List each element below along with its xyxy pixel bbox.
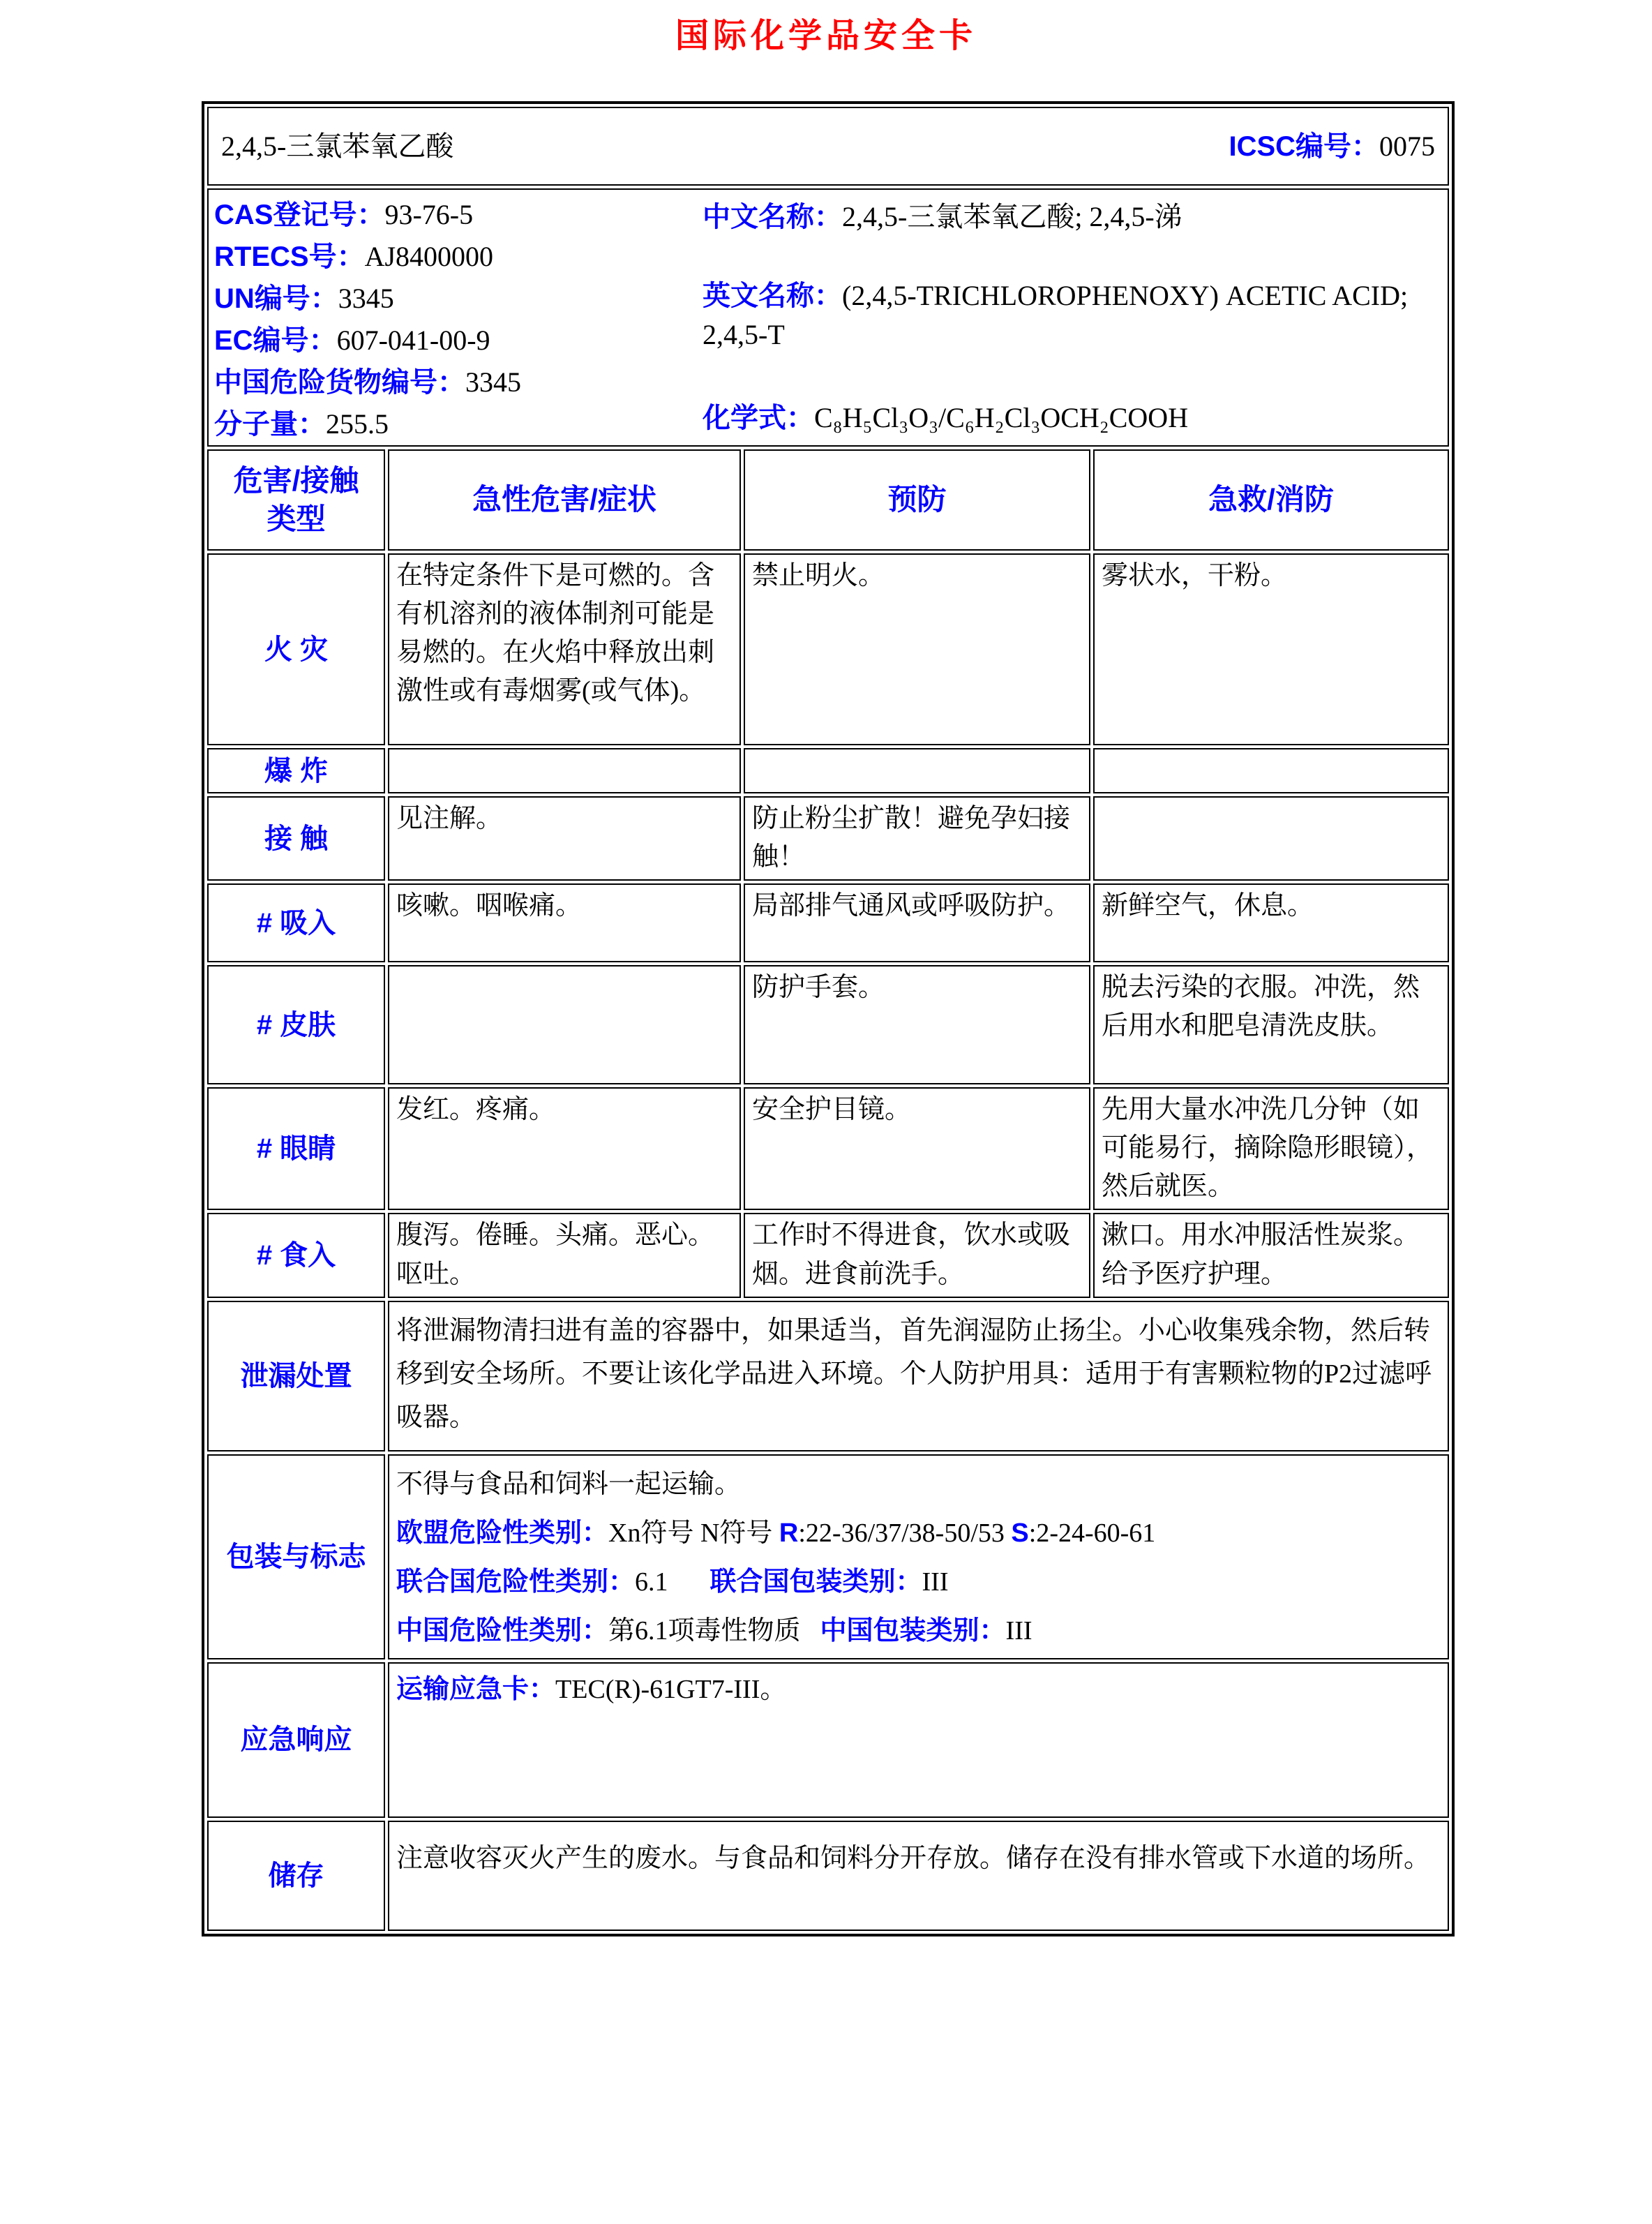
emergency-row bbox=[207, 1662, 1449, 1818]
header-hazard-type: 危害/接触 类型 bbox=[207, 449, 385, 551]
contact-label: 接 触 bbox=[207, 796, 385, 881]
transport-card-label: 运输应急卡： bbox=[396, 1674, 556, 1704]
contact-symptoms: 见注解。 bbox=[388, 796, 741, 881]
icsc-number bbox=[1229, 126, 1435, 167]
card-header-row bbox=[207, 107, 1449, 186]
icsc-number-label: ICSC编号： bbox=[1229, 130, 1380, 162]
transport-card-value: TEC(R)-61GT7-III。 bbox=[555, 1674, 787, 1704]
inhalation-symptoms: 咳嗽。咽喉痛。 bbox=[388, 883, 741, 962]
explosion-row bbox=[207, 748, 1449, 793]
inhalation-prevention: 局部排气通风或呼吸防护。 bbox=[744, 883, 1090, 962]
name-list bbox=[703, 194, 1441, 445]
safety-card-table bbox=[202, 101, 1455, 1936]
spill-row bbox=[207, 1301, 1449, 1451]
cas-number: CAS登记号： 93-76-5 bbox=[214, 199, 474, 230]
inhalation-row bbox=[207, 883, 1449, 962]
inhalation-label: # 吸入 bbox=[207, 883, 385, 962]
fire-row bbox=[207, 553, 1449, 745]
fire-symptoms: 在特定条件下是可燃的。含有机溶剂的液体制剂可能是易燃的。在火焰中释放出刺激性或有毒烟雾(或气体)。 bbox=[388, 553, 741, 745]
packaging-un-class: 联合国危险性类别：6.1 联合国包装类别：III bbox=[396, 1567, 949, 1597]
skin-prevention: 防护手套。 bbox=[744, 965, 1090, 1084]
chemical-name: 2,4,5-三氯苯氧乙酸 bbox=[221, 130, 454, 162]
identifiers-cell bbox=[207, 188, 1449, 447]
skin-label: # 皮肤 bbox=[207, 965, 385, 1084]
chinese-name: 中文名称：2,4,5-三氯苯氧乙酸; 2,4,5-涕 bbox=[703, 201, 1182, 232]
identifiers-row bbox=[207, 188, 1449, 447]
packaging-eu-class: 欧盟危险性类别：Xn符号 N符号 R:22-36/37/38-50/53 S:2-24-60-61 bbox=[396, 1518, 1156, 1548]
fire-firstaid: 雾状水，干粉。 bbox=[1093, 553, 1449, 745]
ec-number: EC编号： 607-041-00-9 bbox=[214, 324, 490, 356]
rtecs-number: RTECS号： AJ8400000 bbox=[214, 241, 494, 272]
storage-text: 注意收容灭火产生的废水。与食品和饲料分开存放。储存在没有排水管或下水道的场所。 bbox=[388, 1821, 1449, 1931]
molecular-weight: 分子量： 255.5 bbox=[214, 408, 389, 440]
packaging-label: 包装与标志 bbox=[207, 1454, 385, 1659]
explosion-symptoms bbox=[388, 748, 741, 793]
explosion-firstaid bbox=[1093, 748, 1449, 793]
eyes-symptoms: 发红。疼痛。 bbox=[388, 1087, 741, 1210]
chemical-formula: 化学式：C₈H₅Cl₃O₃/C₆H₂Cl₃OCH₂COOH bbox=[703, 402, 1189, 433]
fire-label: 火 灾 bbox=[207, 553, 385, 745]
packaging-text bbox=[388, 1454, 1449, 1659]
spill-label: 泄漏处置 bbox=[207, 1301, 385, 1451]
china-dg-number: 中国危险货物编号： 3345 bbox=[214, 366, 521, 398]
ingestion-prevention: 工作时不得进食，饮水或吸烟。进食前洗手。 bbox=[744, 1213, 1090, 1297]
un-number: UN编号： 3345 bbox=[214, 283, 394, 314]
skin-row bbox=[207, 965, 1449, 1084]
header-acute-hazards: 急性危害/症状 bbox=[388, 449, 741, 551]
explosion-label: 爆 炸 bbox=[207, 748, 385, 793]
ingestion-firstaid: 漱口。用水冲服活性炭浆。给予医疗护理。 bbox=[1093, 1213, 1449, 1297]
emergency-text bbox=[388, 1662, 1449, 1818]
skin-firstaid: 脱去污染的衣服。冲洗，然后用水和肥皂清洗皮肤。 bbox=[1093, 965, 1449, 1084]
ingestion-label: # 食入 bbox=[207, 1213, 385, 1297]
contact-firstaid bbox=[1093, 796, 1449, 881]
eyes-label: # 眼睛 bbox=[207, 1087, 385, 1210]
eyes-firstaid: 先用大量水冲洗几分钟（如可能易行，摘除隐形眼镜），然后就医。 bbox=[1093, 1087, 1449, 1210]
storage-row bbox=[207, 1821, 1449, 1931]
icsc-number-value: 0075 bbox=[1379, 130, 1436, 162]
packaging-cn-class: 中国危险性类别：第6.1项毒性物质 中国包装类别：III bbox=[396, 1615, 1032, 1645]
spill-text: 将泄漏物清扫进有盖的容器中，如果适当，首先润湿防止扬尘。小心收集残余物，然后转移到安全场所。不要让该化学品进入环境。个人防护用具：适用于有害颗粒物的P2过滤呼吸器。 bbox=[388, 1301, 1449, 1451]
packaging-transport-note: 不得与食品和饲料一起运输。 bbox=[396, 1469, 742, 1499]
hazard-header-row bbox=[207, 449, 1449, 551]
emergency-label: 应急响应 bbox=[207, 1662, 385, 1818]
contact-row bbox=[207, 796, 1449, 881]
identifier-list bbox=[214, 194, 703, 445]
eyes-row bbox=[207, 1087, 1449, 1210]
inhalation-firstaid: 新鲜空气，休息。 bbox=[1093, 883, 1449, 962]
ingestion-symptoms: 腹泻。倦睡。头痛。恶心。呕吐。 bbox=[388, 1213, 741, 1297]
page-title: 国际化学品安全卡 bbox=[675, 17, 977, 54]
skin-symptoms bbox=[388, 965, 741, 1084]
storage-label: 储存 bbox=[207, 1821, 385, 1931]
fire-prevention: 禁止明火。 bbox=[744, 553, 1090, 745]
explosion-prevention bbox=[744, 748, 1090, 793]
ingestion-row bbox=[207, 1213, 1449, 1297]
packaging-row bbox=[207, 1454, 1449, 1659]
eyes-prevention: 安全护目镜。 bbox=[744, 1087, 1090, 1210]
contact-prevention: 防止粉尘扩散！避免孕妇接触！ bbox=[744, 796, 1090, 881]
card-header-cell bbox=[207, 107, 1449, 186]
header-firstaid-firefighting: 急救/消防 bbox=[1093, 449, 1449, 551]
header-prevention: 预防 bbox=[744, 449, 1090, 551]
english-name: 英文名称：(2,4,5-TRICHLOROPHENOXY) ACETIC ACID; 2,4,5-T bbox=[703, 280, 1409, 350]
